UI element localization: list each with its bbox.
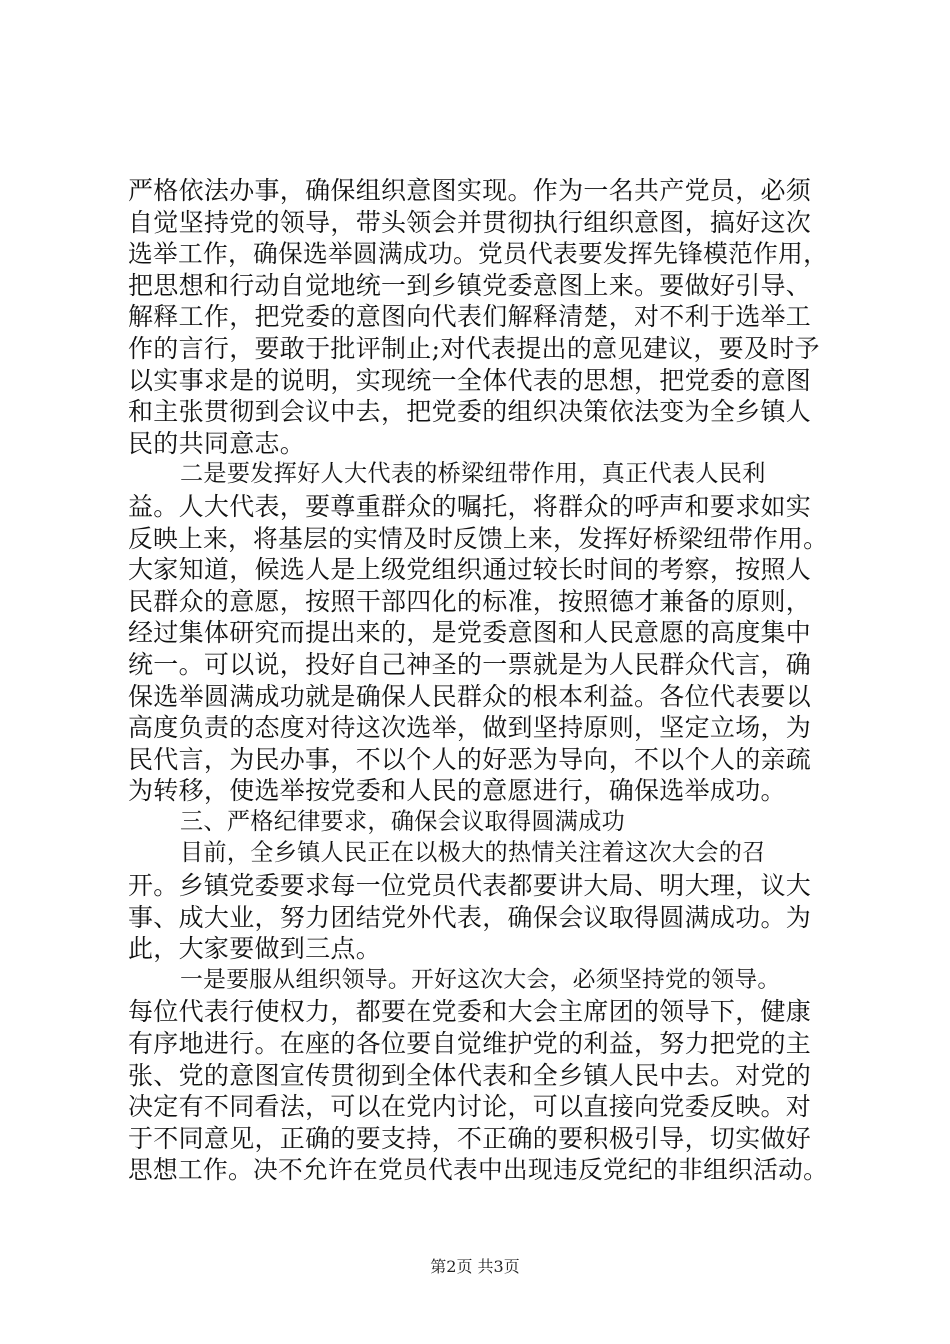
text-line: 二是要发挥好人大代表的桥梁纽带作用，真正代表人民利 — [180, 461, 766, 488]
text-line: 益。人大代表，要尊重群众的嘱托，将群众的呼声和要求如实 — [128, 491, 812, 521]
text-line: 每位代表行使权力，都要在党委和大会主席团的领导下，健康 — [128, 997, 812, 1027]
page-footer — [0, 1254, 950, 1277]
text-line: 此，大家要做到三点。 — [128, 934, 382, 964]
text-line: 大家知道，候选人是上级党组织通过较长时间的考察，按照人 — [128, 555, 812, 585]
text-line: 高度负责的态度对待这次选举，做到坚持原则，坚定立场，为 — [128, 713, 812, 743]
text-line: 为转移，使选举按党委和人民的意愿进行，确保选举成功。 — [128, 776, 786, 806]
text-line: 民的共同意志。 — [128, 428, 306, 458]
text-line: 选举工作，确保选举圆满成功。党员代表要发挥先锋模范作用， — [128, 239, 829, 269]
text-line: 把思想和行动自觉地统一到乡镇党委意图上来。要做好引导、 — [128, 270, 812, 300]
text-line: 目前，全乡镇人民正在以极大的热情关注着这次大会的召 — [180, 840, 766, 867]
text-line: 以实事求是的说明，实现统一全体代表的思想，把党委的意图 — [128, 365, 812, 395]
text-line: 思想工作。决不允许在党员代表中出现违反党纪的非组织活动。 — [128, 1155, 829, 1185]
text-line: 决定有不同看法，可以在党内讨论，可以直接向党委反映。对 — [128, 1092, 812, 1122]
text-line: 严格依法办事，确保组织意图实现。作为一名共产党员，必须 — [128, 176, 812, 205]
text-line: 和主张贯彻到会议中去，把党委的组织决策依法变为全乡镇人 — [128, 397, 812, 427]
text-line: 三、严格纪律要求，确保会议取得圆满成功 — [180, 808, 626, 835]
text-line: 于不同意见，正确的要支持，不正确的要积极引导，切实做好 — [128, 1123, 812, 1153]
text-line: 自觉坚持党的领导，带头领会并贯彻执行组织意图，搞好这次 — [128, 207, 812, 237]
text-line: 保选举圆满成功就是确保人民群众的根本利益。各位代表要以 — [128, 681, 812, 711]
text-line: 事、成大业，努力团结党外代表，确保会议取得圆满成功。为 — [128, 902, 812, 932]
text-line: 作的言行，要敢于批评制止;对代表提出的意见建议，要及时予 — [128, 333, 820, 363]
text-line: 开。乡镇党委要求每一位党员代表都要讲大局、明大理，议大 — [128, 871, 812, 901]
text-line: 一是要服从组织领导。开好这次大会，必须坚持党的领导。 — [180, 966, 781, 993]
text-line: 经过集体研究而提出来的，是党委意图和人民意愿的高度集中 — [128, 618, 812, 648]
document-body — [128, 175, 828, 1186]
text-line: 反映上来，将基层的实情及时反馈上来，发挥好桥梁纽带作用。 — [128, 523, 829, 553]
text-line: 民代言，为民办事，不以个人的好恶为导向，不以个人的亲疏 — [128, 744, 812, 774]
text-line: 有序地进行。在座的各位要自觉维护党的利益，努力把党的主 — [128, 1029, 812, 1059]
text-line: 民群众的意愿，按照干部四化的标准，按照德才兼备的原则， — [128, 586, 812, 616]
text-line: 张、党的意图宣传贯彻到全体代表和全乡镇人民中去。对党的 — [128, 1060, 812, 1090]
text-line: 解释工作，把党委的意图向代表们解释清楚，对不利于选举工 — [128, 302, 812, 332]
text-line: 统一。可以说，投好自己神圣的一票就是为人民群众代言，确 — [128, 649, 812, 679]
page-number-label: 第2页 共3页 — [430, 1257, 520, 1276]
